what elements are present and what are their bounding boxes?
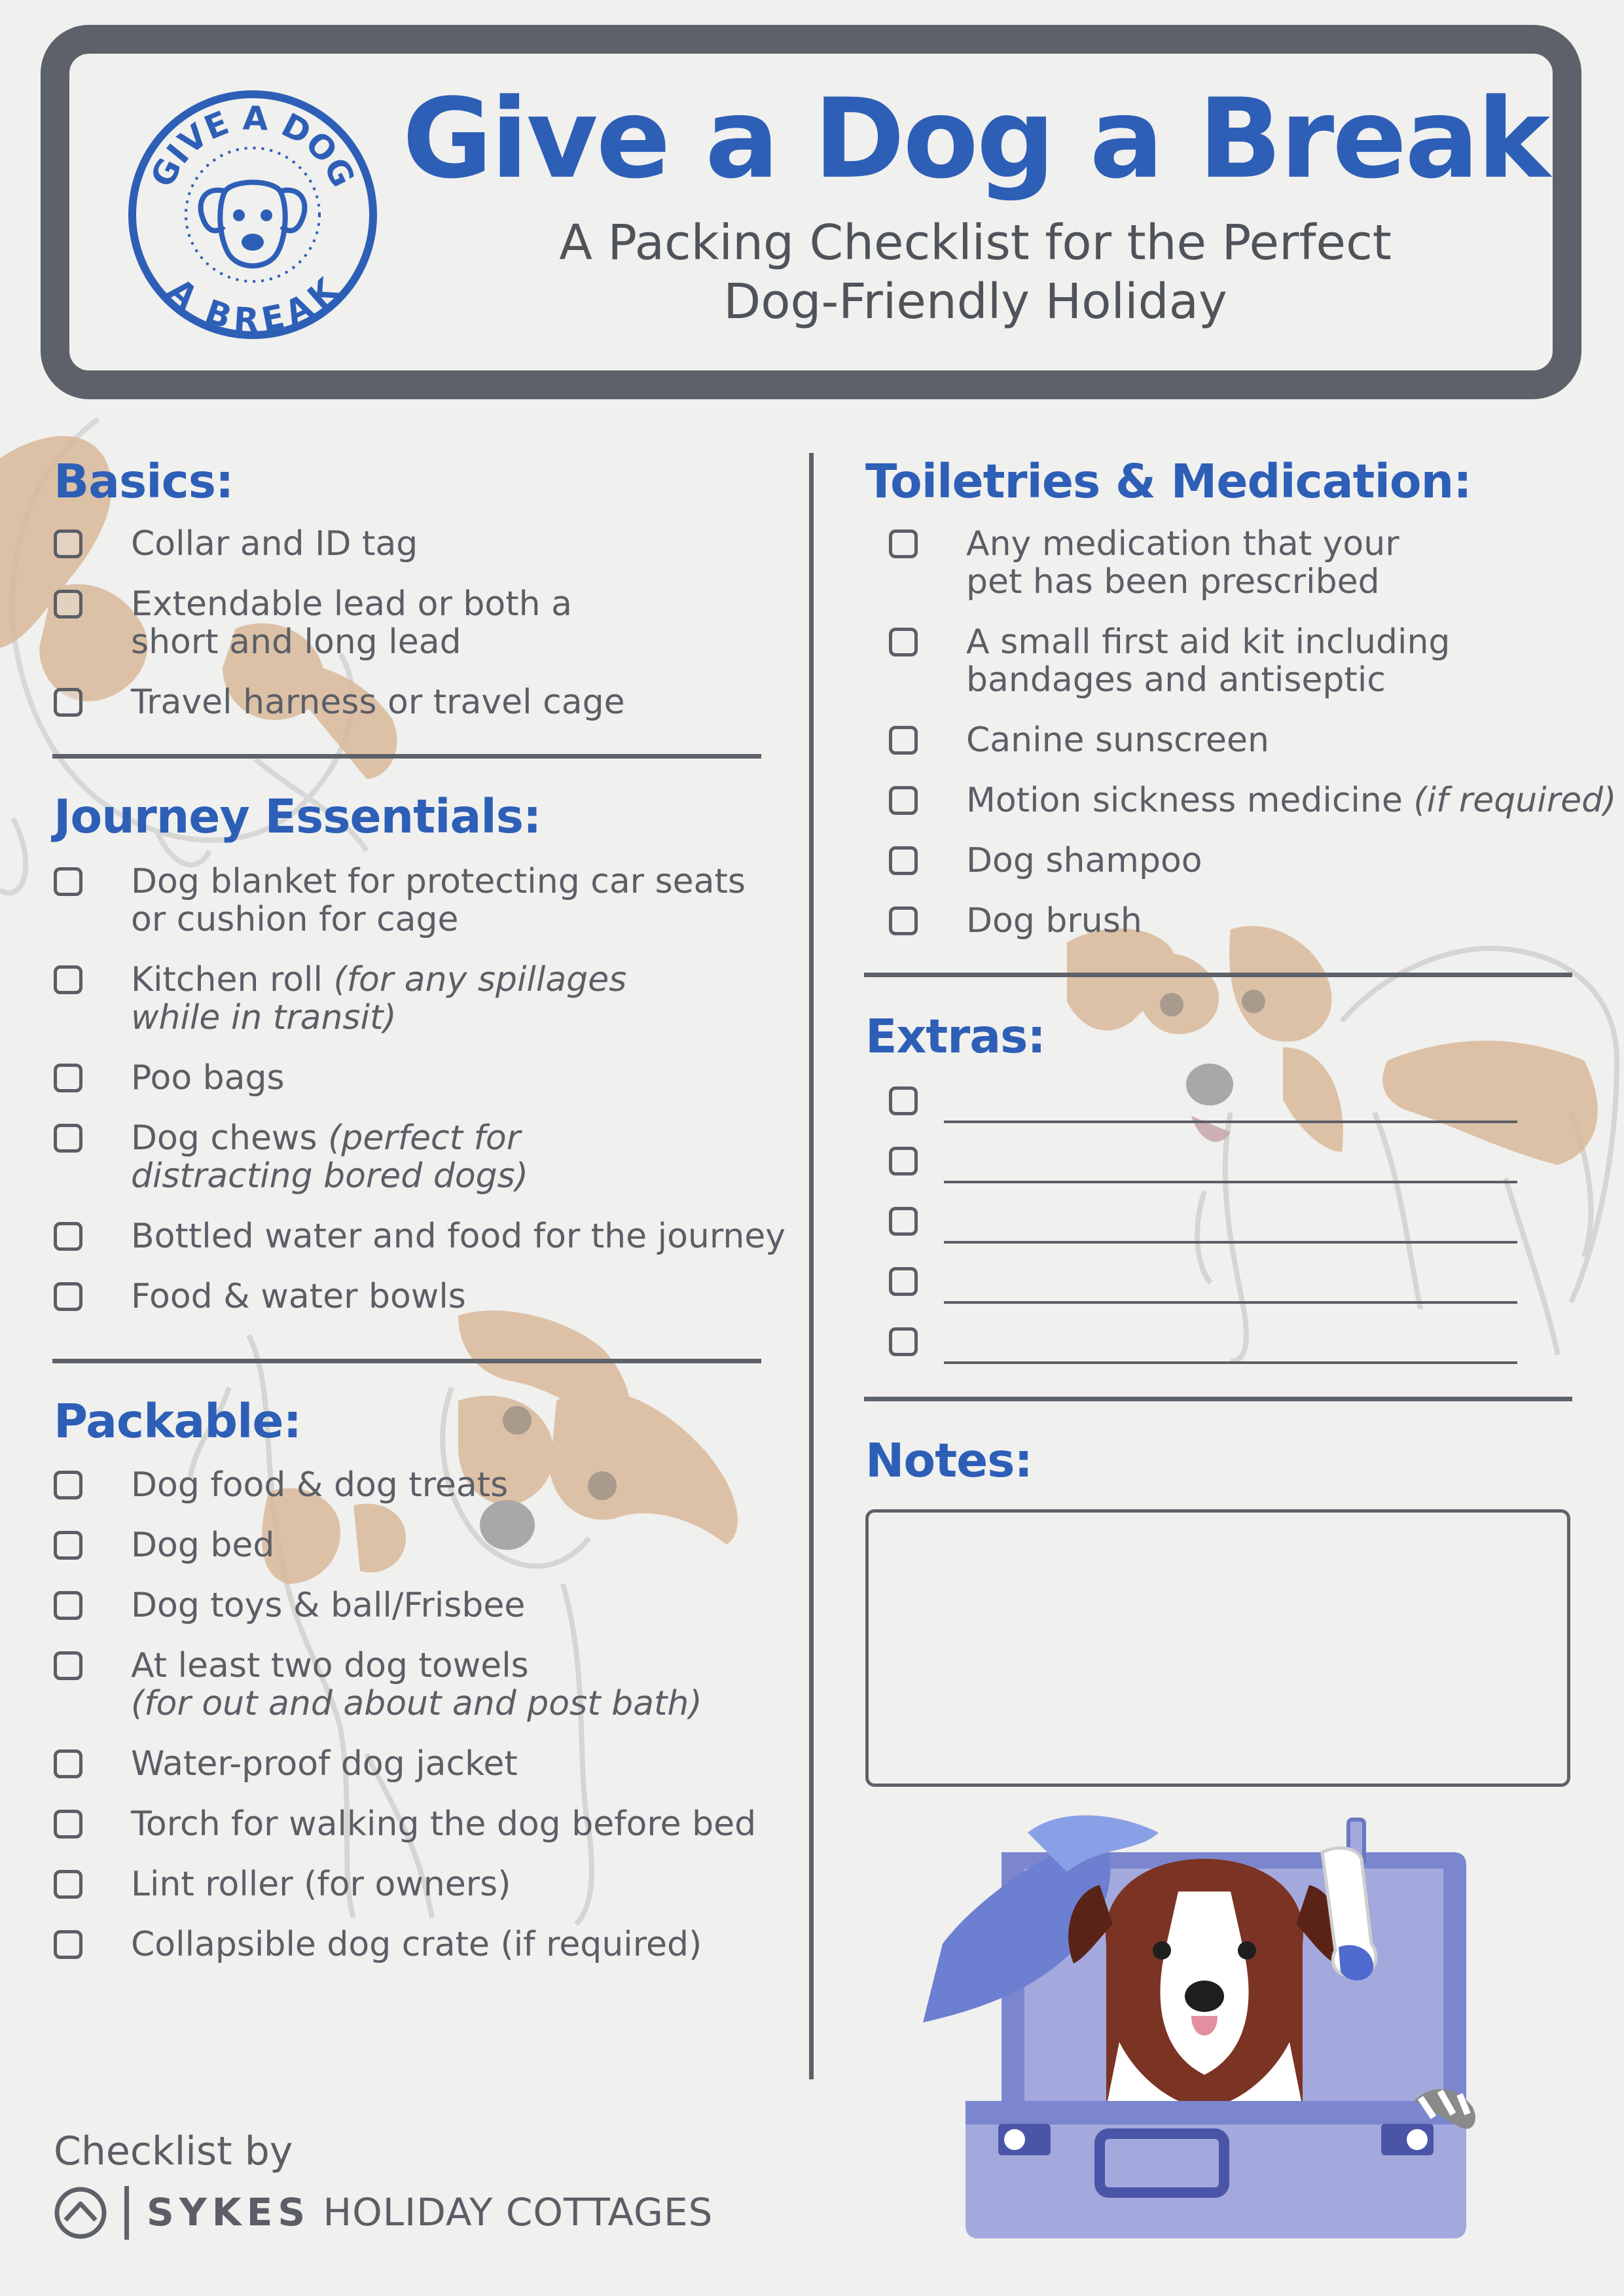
divider bbox=[864, 1397, 1572, 1401]
checklist-item bbox=[54, 1059, 285, 1097]
item-label: Bottled water and food for the journey bbox=[131, 1217, 786, 1256]
checklist-item bbox=[54, 1217, 785, 1255]
checklist-item bbox=[889, 525, 1399, 601]
checklist-item bbox=[54, 1587, 525, 1624]
item-label: Collapsible dog crate (if required) bbox=[131, 1925, 702, 1964]
checkbox-icon[interactable] bbox=[889, 786, 918, 815]
item-label: Dog shampoo bbox=[966, 841, 1202, 880]
section-heading-extras: Extras: bbox=[865, 1009, 1045, 1064]
checkbox-icon[interactable] bbox=[54, 1471, 82, 1499]
notes-textarea[interactable] bbox=[865, 1509, 1570, 1787]
checklist-item bbox=[54, 1647, 702, 1723]
journey-section bbox=[54, 789, 806, 1316]
checkbox-icon[interactable] bbox=[54, 1810, 82, 1839]
toiletries-section bbox=[865, 454, 1617, 941]
checkbox-icon[interactable] bbox=[889, 726, 918, 755]
checkbox-icon[interactable] bbox=[889, 1086, 918, 1115]
checkbox-icon[interactable] bbox=[54, 1749, 82, 1778]
checklist-item bbox=[54, 585, 572, 661]
item-label: Motion sickness medicine bbox=[966, 781, 1414, 820]
checklist-item bbox=[54, 1278, 466, 1316]
brand-name bbox=[147, 2190, 713, 2234]
dog-in-suitcase-illustration bbox=[903, 1793, 1506, 2245]
item-label: Dog chews bbox=[131, 1119, 329, 1158]
checklist-item bbox=[54, 1119, 528, 1195]
section-heading-journey: Journey Essentials: bbox=[54, 789, 541, 844]
item-label: Collar and ID tag bbox=[131, 524, 418, 564]
checklist-by-label: Checklist by bbox=[54, 2128, 293, 2174]
write-in-line bbox=[944, 1121, 1517, 1123]
badge-bottom-text: A BREAK bbox=[160, 271, 345, 340]
extras-blank-row[interactable] bbox=[889, 1144, 1517, 1183]
item-label: Dog food & dog treats bbox=[131, 1465, 509, 1505]
item-label: At least two dog towels bbox=[131, 1646, 529, 1685]
checklist-item bbox=[54, 1865, 511, 1903]
subtitle-line-2: Dog-Friendly Holiday bbox=[723, 274, 1227, 330]
checkbox-icon[interactable] bbox=[889, 628, 918, 656]
item-label: Lint roller (for owners) bbox=[131, 1865, 511, 1904]
brand-name-rest: HOLIDAY COTTAGES bbox=[310, 2190, 713, 2234]
checkbox-icon[interactable] bbox=[54, 688, 82, 717]
item-label: Dog toys & ball/Frisbee bbox=[131, 1586, 526, 1625]
brand-separator bbox=[124, 2186, 129, 2240]
section-heading-basics: Basics: bbox=[54, 454, 234, 509]
checkbox-icon[interactable] bbox=[889, 1147, 918, 1175]
extras-blank-row[interactable] bbox=[889, 1265, 1517, 1304]
divider bbox=[52, 754, 761, 759]
item-label: Torch for walking the dog before bed bbox=[131, 1804, 757, 1844]
extras-section bbox=[865, 1009, 1045, 1064]
divider bbox=[864, 973, 1572, 977]
checkbox-icon[interactable] bbox=[54, 1870, 82, 1899]
checkbox-icon[interactable] bbox=[889, 906, 918, 935]
checkbox-icon[interactable] bbox=[889, 1327, 918, 1356]
extras-blank-row[interactable] bbox=[889, 1325, 1517, 1364]
checkbox-icon[interactable] bbox=[54, 590, 82, 619]
checklist-item bbox=[889, 721, 1269, 759]
item-label: Water-proof dog jacket bbox=[131, 1744, 518, 1784]
item-note: (perfect for bbox=[328, 1119, 521, 1158]
section-heading-toiletries: Toiletries & Medication: bbox=[865, 454, 1471, 509]
checkbox-icon[interactable] bbox=[54, 1591, 82, 1620]
badge-top-text: GIVE A DOG bbox=[143, 99, 363, 193]
checkbox-icon[interactable] bbox=[54, 1064, 82, 1092]
checklist-item bbox=[889, 781, 1616, 819]
checklist-item bbox=[54, 1805, 756, 1843]
item-label: Dog blanket for protecting car seats bbox=[131, 862, 746, 901]
checklist-item bbox=[54, 1466, 508, 1504]
item-label: Any medication that your bbox=[966, 524, 1399, 564]
item-label-line-2: short and long lead bbox=[131, 622, 461, 662]
checklist-item bbox=[54, 961, 626, 1037]
section-heading-packable: Packable: bbox=[54, 1394, 301, 1448]
item-note-line-2: (for out and about and post bath) bbox=[131, 1684, 702, 1723]
checkbox-icon[interactable] bbox=[54, 965, 82, 994]
subtitle-line-1: A Packing Checklist for the Perfect bbox=[559, 215, 1392, 271]
packable-section bbox=[54, 1394, 806, 1964]
brand-name-bold: SYKES bbox=[147, 2190, 311, 2234]
write-in-line bbox=[944, 1301, 1517, 1304]
basics-section bbox=[54, 454, 774, 722]
item-label: Dog bed bbox=[131, 1526, 275, 1565]
checkbox-icon[interactable] bbox=[54, 1222, 82, 1251]
item-label: A small first aid kit including bbox=[966, 622, 1451, 662]
checkbox-icon[interactable] bbox=[889, 529, 918, 558]
checklist-item bbox=[54, 863, 746, 939]
notes-section bbox=[865, 1433, 1032, 1488]
checkbox-icon[interactable] bbox=[889, 1267, 918, 1296]
item-note-line-2: while in transit) bbox=[131, 998, 397, 1037]
checkbox-icon[interactable] bbox=[54, 1930, 82, 1959]
item-label: Kitchen roll bbox=[131, 960, 334, 999]
divider bbox=[52, 1359, 761, 1363]
checkbox-icon[interactable] bbox=[54, 867, 82, 896]
column-divider bbox=[809, 453, 814, 2079]
mountain-logo-icon bbox=[54, 2186, 107, 2240]
checklist-item bbox=[54, 683, 625, 721]
checkbox-icon[interactable] bbox=[54, 1282, 82, 1311]
checkbox-icon[interactable] bbox=[54, 529, 82, 558]
extras-blank-row[interactable] bbox=[889, 1204, 1517, 1244]
item-note-line-2: distracting bored dogs) bbox=[131, 1157, 529, 1196]
item-note: (if required) bbox=[1413, 781, 1617, 820]
extras-blank-row[interactable] bbox=[889, 1084, 1517, 1123]
checkbox-icon[interactable] bbox=[54, 1651, 82, 1680]
item-label-line-2: pet has been prescribed bbox=[966, 562, 1380, 601]
item-label: Food & water bowls bbox=[131, 1277, 466, 1316]
item-label-line-2: or cushion for cage bbox=[131, 900, 459, 939]
checklist-item bbox=[54, 1926, 702, 1964]
write-in-line bbox=[944, 1361, 1517, 1364]
checklist-item bbox=[54, 1745, 518, 1783]
item-label: Poo bags bbox=[131, 1058, 285, 1098]
checkbox-icon[interactable] bbox=[889, 1207, 918, 1236]
write-in-line bbox=[944, 1241, 1517, 1244]
item-label: Extendable lead or both a bbox=[131, 584, 572, 624]
checklist-item bbox=[54, 1526, 274, 1564]
item-label: Canine sunscreen bbox=[966, 721, 1269, 760]
item-label: Travel harness or travel cage bbox=[131, 683, 625, 722]
page-title: Give a Dog a Break bbox=[402, 75, 1549, 203]
checkbox-icon[interactable] bbox=[54, 1124, 82, 1153]
section-heading-notes: Notes: bbox=[865, 1433, 1032, 1488]
item-label: Dog brush bbox=[966, 901, 1142, 941]
checklist-item bbox=[889, 842, 1202, 880]
page-subtitle bbox=[367, 213, 1584, 331]
checklist-item bbox=[54, 525, 418, 563]
write-in-line bbox=[944, 1181, 1517, 1183]
checkbox-icon[interactable] bbox=[889, 846, 918, 875]
dog-face-icon bbox=[126, 88, 380, 342]
svg-text:GIVE A DOG bbox=[143, 99, 362, 193]
item-label-line-2: bandages and antiseptic bbox=[966, 660, 1386, 700]
item-note: (for any spillages bbox=[333, 960, 627, 999]
checklist-item bbox=[889, 623, 1450, 699]
checklist-item bbox=[889, 902, 1142, 940]
checkbox-icon[interactable] bbox=[54, 1531, 82, 1560]
